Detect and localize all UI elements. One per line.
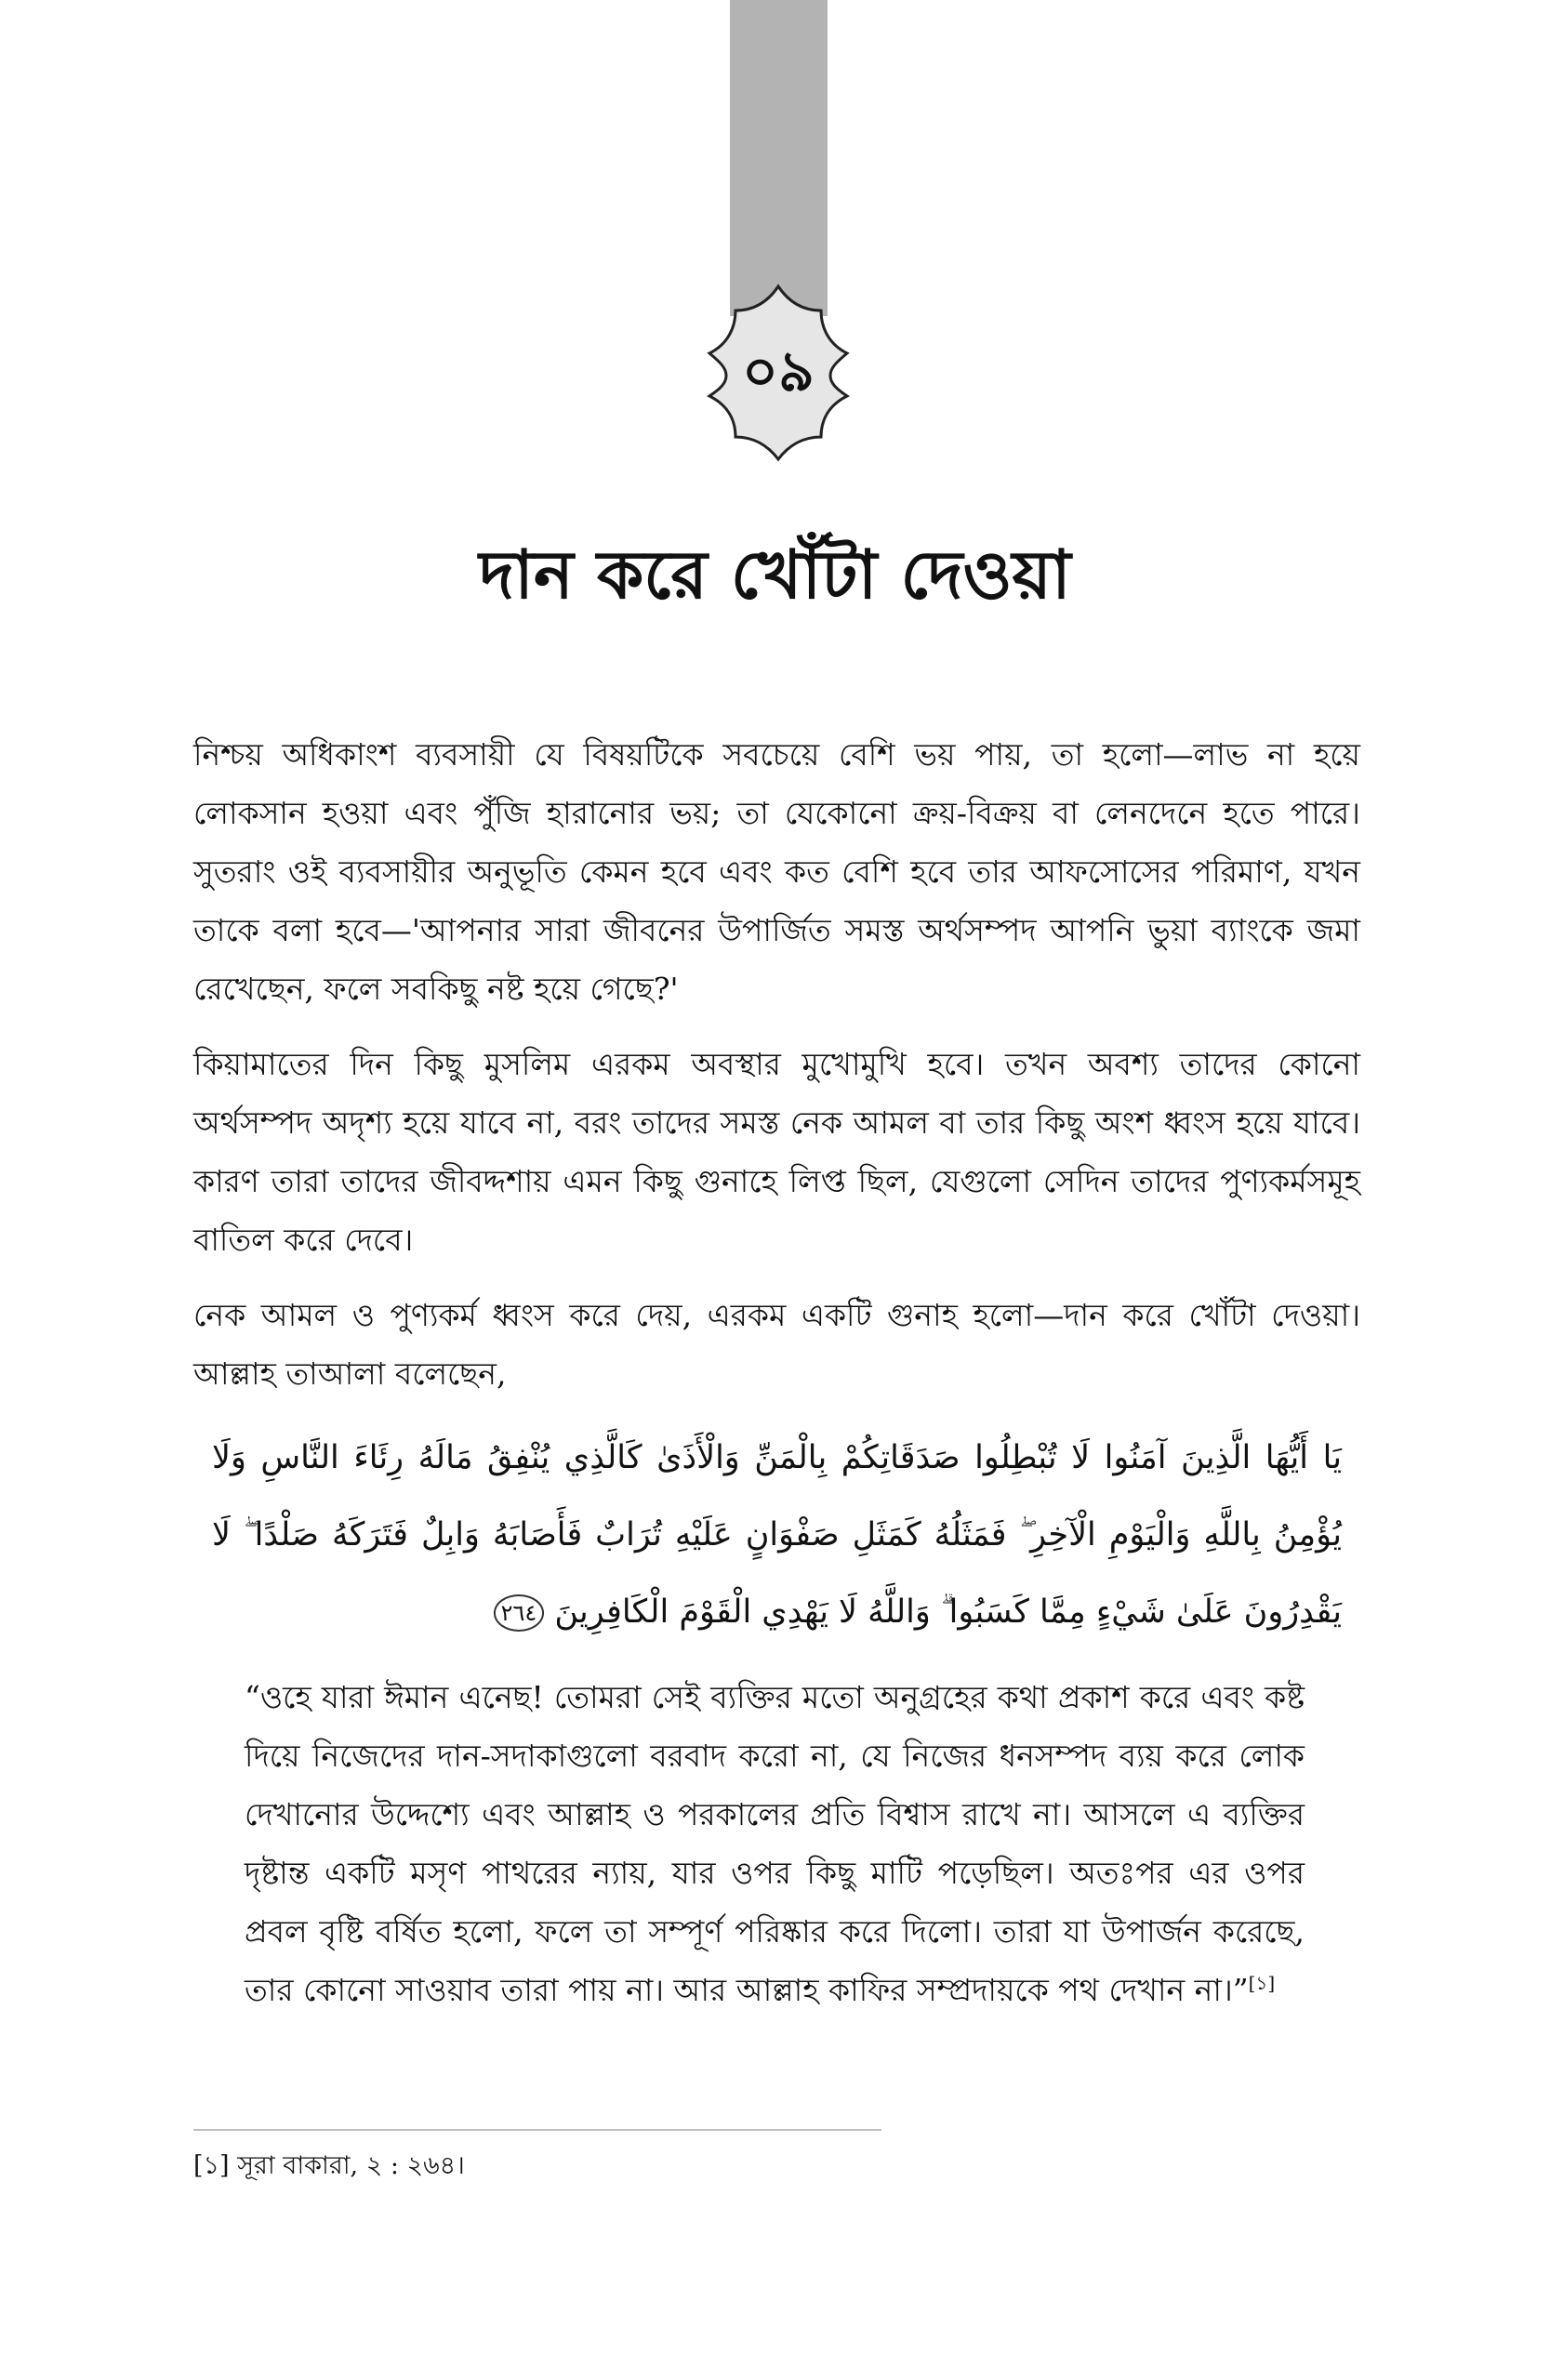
chapter-body: [193, 725, 1360, 2019]
footnote-divider: [193, 2129, 881, 2131]
footnote-reference[interactable]: [১]: [1248, 1972, 1276, 1994]
chapter-badge: [685, 279, 871, 465]
quran-verse-arabic: [193, 1420, 1360, 1651]
verse-translation: [245, 1668, 1305, 2019]
body-paragraph-3: নেক আমল ও পুণ্যকর্ম ধ্বংস করে দেয়, এরকম একটি গুনাহ হলো—দান করে খোঁটা দেওয়া। আল্লাহ তাআলা বলেছেন,: [193, 1297, 1360, 1392]
chapter-ribbon: [730, 0, 828, 316]
body-paragraph-1: নিশ্চয় অধিকাংশ ব্যবসায়ী যে বিষয়টিকে সবচেয়ে বেশি ভয় পায়, তা হলো—লাভ না হয়ে লোকসান হওয়া এবং পুঁজি হারানোর ভয়; তা যেকোনো ক্রয়-বিক্রয় বা লেনদেনে হতে পারে। সুতরাং ওই ব্যবসায়ীর অনুভূতি কেমন হবে এবং কত বেশি হবে তার আফসোসের পরিমাণ, যখন তাকে বলা হবে—'আপনার সারা জীবনের উপার্জিত সমস্ত অর্থসম্পদ আপনি ভুয়া ব্যাংকে জমা রেখেছেন, ফলে সবকিছু নষ্ট হয়ে গেছে?': [193, 736, 1360, 1007]
footnote-text: সূরা বাকারা, ২ : ২৬৪।: [237, 2151, 465, 2180]
body-paragraph-2: কিয়ামাতের দিন কিছু মুসলিম এরকম অবস্থার মুখোমুখি হবে। তখন অবশ্য তাদের কোনো অর্থসম্পদ অদৃশ্য হয়ে যাবে না, বরং তাদের সমস্ত নেক আমল বা তার কিছু অংশ ধ্বংস হয়ে যাবে। কারণ তারা তাদের জীবদ্দশায় এমন কিছু গুনাহে লিপ্ত ছিল, যেগুলো সেদিন তাদের পুণ্যকর্মসমূহ বাতিল করে দেবে।: [193, 1046, 1360, 1258]
chapter-number: ০৯: [742, 339, 815, 404]
chapter-title: দান করে খোঁটা দেওয়া: [479, 535, 1071, 614]
footnote-marker: [১]: [193, 2151, 230, 2180]
verse-translation-text: “ওহে যারা ঈমান এনেছ! তোমরা সেই ব্যক্তির মতো অনুগ্রহের কথা প্রকাশ করে এবং কষ্ট দিয়ে নিজেদের দান-সদাকাগুলো বরবাদ করো না, যে নিজের ধনসম্পদ ব্যয় করে লোক দেখানোর উদ্দেশ্যে এবং আল্লাহ ও পরকালের প্রতি বিশ্বাস রাখে না। আসলে এ ব্যক্তির দৃষ্টান্ত একটি মসৃণ পাথরের ন্যায়, যার ওপর কিছু মাটি পড়েছিল। অতঃপর এর ওপর প্রবল বৃষ্টি বর্ষিত হলো, ফলে তা সম্পূর্ণ পরিষ্কার করে দিলো। তারা যা উপার্জন করেছে, তার কোনো সাওয়াব তারা পায় না। আর আল্লাহ কাফির সম্প্রদায়কে পথ দেখান না।”: [245, 1679, 1305, 2008]
footnote: [193, 2148, 465, 2185]
ayah-number-marker: ٢٦٤: [494, 1594, 545, 1632]
arabic-verse-text: يَا أَيُّهَا الَّذِينَ آمَنُوا لَا تُبْطِلُوا صَدَقَاتِكُمْ بِالْمَنِّ وَالْأَذَىٰ كَالَّذِي يُنْفِقُ مَالَهُ رِئَاءَ النَّاسِ وَلَا يُؤْمِنُ بِاللَّهِ وَالْيَوْمِ الْآخِرِ ۖ فَمَثَلُهُ كَمَثَلِ صَفْوَانٍ عَلَيْهِ تُرَابٌ فَأَصَابَهُ وَابِلٌ فَتَرَكَهُ صَلْدًا ۖ لَا يَقْدِرُونَ عَلَىٰ شَيْءٍ مِمَّا كَسَبُوا ۗ وَاللَّهُ لَا يَهْدِي الْقَوْمَ الْكَافِرِينَ: [212, 1439, 1342, 1631]
